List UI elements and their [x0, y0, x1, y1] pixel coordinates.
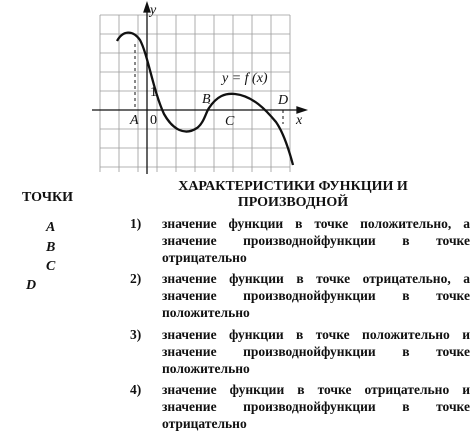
- point-c-label: C: [225, 114, 235, 129]
- option-2: [130, 270, 470, 321]
- origin-label: 0: [150, 113, 157, 128]
- points-heading: ТОЧКИ: [22, 190, 74, 205]
- grid: [100, 15, 290, 172]
- point-label-c: C: [46, 259, 56, 274]
- option-1-number: 1): [130, 216, 142, 231]
- characteristics-heading: ХАРАКТЕРИСТИКИ ФУНКЦИИ И ПРОИЗВОДНОЙ: [178, 179, 408, 210]
- x-axis-label: x: [296, 113, 303, 128]
- point-label-d: D: [26, 278, 37, 293]
- point-label-a: A: [46, 220, 56, 235]
- option-1: [130, 215, 470, 266]
- option-3-number: 3): [130, 327, 142, 342]
- point-b-label: B: [202, 92, 211, 107]
- y-axis-label: y: [150, 3, 157, 18]
- unit-label: 1: [150, 85, 157, 100]
- point-label-b: B: [46, 240, 56, 255]
- option-4: [130, 381, 470, 432]
- option-3: [130, 326, 470, 377]
- point-a-label: A: [130, 113, 139, 128]
- option-4-number: 4): [130, 382, 142, 397]
- option-1-text: значение функции в точке положительно, а значение производнойфункции в точке отрицательно: [162, 216, 470, 265]
- option-2-number: 2): [130, 271, 142, 286]
- function-graph: [88, 0, 312, 175]
- point-d-label: D: [278, 93, 289, 108]
- option-3-text: значение функции в точке положительно и значение производнойфункции в точке положительно: [162, 327, 470, 376]
- option-4-text: значение функции в точке отрицательно и значение производнойфункции в точке отрицательно: [162, 382, 470, 431]
- option-2-text: значение функции в точке отрицательно, а значение производнойфункции в точке положительно: [162, 271, 470, 320]
- function-label: y = f (x): [222, 71, 268, 86]
